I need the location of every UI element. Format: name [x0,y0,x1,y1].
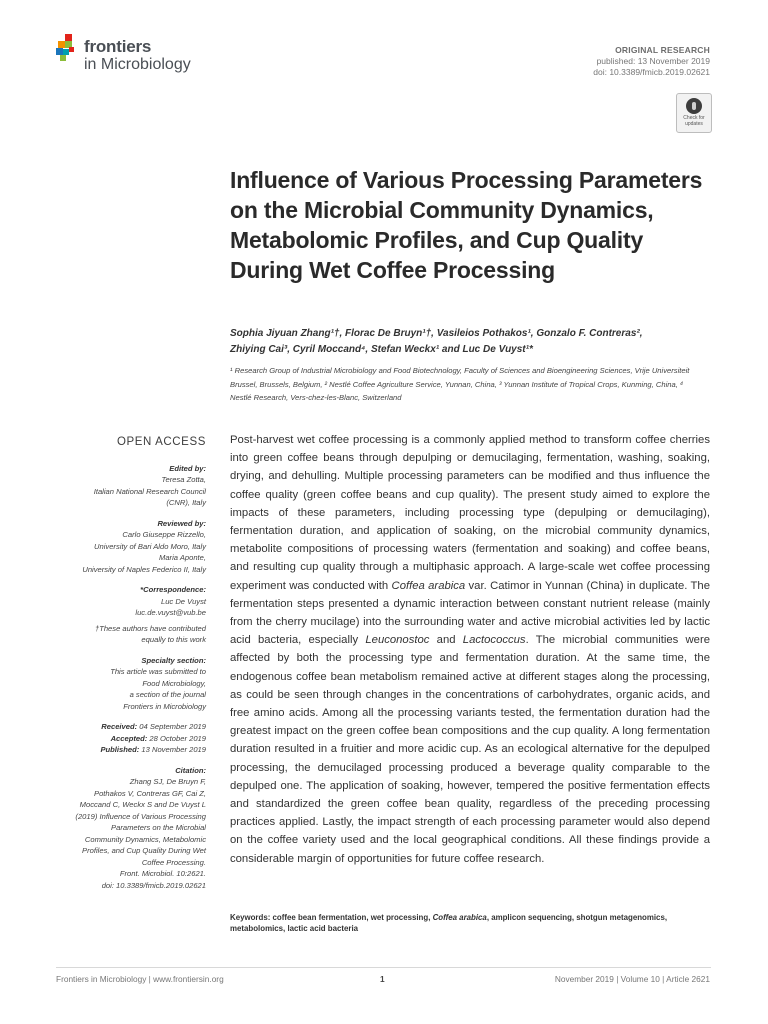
abstract-paragraph: Post-harvest wet coffee processing is a commonly applied method to transform coffee cherries into green coffee beans through depulping or demucilaging, fermentation, washing, soaking, drying, and dehulling. Multiple processing parameters can be modified and thus influence the coffee quality (green coffee beans and cup quality). The present study aimed to explore the impacts of these parameters, including processing type (depulping or demucilaging), fermentation duration, and application of soaking, on the microbial community dynamics, metabolite compositions of processing waters (fermentation and soaking) and coffee beans, and resulting cup quality through a multiphasic approach. A large-scale wet coffee processing experiment was conducted with Coffea arabica var. Catimor in Yunnan (China) in duplicate. The fermentation steps presented a dynamic interaction between constant nutrient release (mainly from the cherry mucilage) into the surrounding water and active microbial activities led by lactic acid bacteria, especially Leuconostoc and Lactococcus. The microbial communities were affected by both the processing type and fermentation duration. At the same time, the endogenous coffee bean metabolism remained active at different stages along the processing, as could be seen through changes in the concentrations of carbohydrates, organic acids, and free amino acids. Among all the processing variants tested, the fermentation duration had the greatest impact on the green coffee bean compositions and the cup quality. A long fermentation duration resulted in a fruitier and more acidic cup. As an ecological alternative for the depulped processing, the demucilaged processing produced a beverage quality comparable to the depulped one. The application of soaking, however, tempered the positive fermentation effects and standardized the green coffee bean quality, regardless of the preceding processing practices applied. Lastly, the impact strength of each processing parameter would also depend on the coffee variety used and the local geographical conditions. All these findings provide a considerable margin of opportunities for future coffee research. [230,434,711,865]
journal-name: in Microbiology [84,56,191,73]
specialty-line: Frontiers in Microbiology [123,701,206,711]
citation-doi[interactable]: doi: 10.3389/fmicb.2019.02621 [101,880,206,890]
check-for-updates-icon [686,98,702,114]
author-list [230,326,710,358]
frontiers-logo-icon [56,34,78,62]
specialty-line: a section of the journal [129,690,206,699]
editor-line: Italian National Research Council [93,486,206,496]
brand-name: frontiers [84,37,152,56]
footer-journal-link[interactable]: Frontiers in Microbiology | www.frontiersin.org [56,974,224,984]
specialty-section-label: Specialty section: [141,655,206,665]
journal-brand[interactable] [84,38,191,73]
reviewed-by-label: Reviewed by: [157,518,206,528]
editor-line: (CNR), Italy [166,498,206,507]
citation-line: Moccand C, Weckx S and De Vuyst L [79,800,206,809]
author-line: Zhiying Cai³, Cyril Moccand⁴, Stefan Weckx¹ and Luc De Vuyst¹* [230,344,533,355]
published-date: published: 13 November 2019 [596,56,710,66]
article-sidebar [54,437,206,891]
article-title: Influence of Various Processing Parameters on the Microbial Community Dynamics, Metabolomic Profiles, and Cup Quality During Wet Coffee Processing [230,167,703,283]
citation-line: (2019) Influence of Various Processing [75,811,206,821]
page-number: 1 [380,974,385,984]
article-meta [593,45,710,78]
citation-line: Coffee Processing. [141,857,206,867]
correspondence-email[interactable]: luc.de.vuyst@vub.be [135,608,206,617]
author-line: Sophia Jiyuan Zhang¹†, Florac De Bruyn¹†, Vasileios Pothakos¹, Gonzalo F. Contreras², [230,328,643,339]
citation-line: Profiles, and Cup Quality During Wet [82,846,206,855]
citation-line: Parameters on the Microbial [111,823,206,832]
equal-contribution-note: †These authors have contributed [94,623,206,633]
citation-line: Front. Microbiol. 10:2621. [119,869,206,878]
article-type: ORIGINAL RESEARCH [615,45,710,55]
reviewer-line: University of Naples Federico II, Italy [82,564,206,574]
article-doi[interactable]: doi: 10.3389/fmicb.2019.02621 [593,67,710,77]
keywords-label: Keywords: [230,913,271,922]
check-updates-label: Check for updates [683,115,705,127]
affiliations: ¹ Research Group of Industrial Microbiology and Food Biotechnology, Faculty of Sciences and Bioengineering Sciences, Vrije Universiteit Brussel, Brussels, Belgium, ² Nestlé Coffee Agriculture Service, Yunnan, China, ³ Yunnan Institute of Tropical Crops, Kunming, China, ⁴ Nestlé Research, Vers-chez-les-Blanc, Switzerland [230,366,690,402]
citation-label: Citation: [175,765,206,775]
correspondence-name: Luc De Vuyst [160,596,206,606]
equal-contribution-note: equally to this work [141,635,206,644]
check-for-updates-button[interactable] [676,93,712,133]
citation-line: Community Dynamics, Metabolomic [84,834,206,844]
editor-line[interactable]: Teresa Zotta, [161,475,206,484]
footer-issue-info: November 2019 | Volume 10 | Article 2621 [554,974,710,984]
specialty-line: Food Microbiology, [142,678,206,688]
footer-divider [56,967,711,968]
edited-by-label: Edited by: [169,463,206,473]
reviewer-line[interactable]: Maria Aponte, [159,553,206,562]
reviewer-line: University of Bari Aldo Moro, Italy [94,541,206,551]
citation-line: Pothakos V, Contreras GF, Cai Z, [94,788,206,798]
published-date-sidebar: Published: 13 November 2019 [100,745,206,754]
specialty-line: This article was submitted to [110,667,206,676]
correspondence-label: *Correspondence: [140,585,206,594]
keywords: Keywords: coffee bean fermentation, wet processing, Coffea arabica, amplicon sequencing, shotgun metagenomics, metabolomics, lactic acid bacteria [230,913,668,933]
open-access-label: OPEN ACCESS [116,436,206,448]
citation-line: Zhang SJ, De Bruyn F, [129,777,206,786]
received-date: Received: 04 September 2019 [101,722,206,731]
accepted-date: Accepted: 28 October 2019 [110,733,206,743]
reviewer-line[interactable]: Carlo Giuseppe Rizzello, [122,530,206,539]
